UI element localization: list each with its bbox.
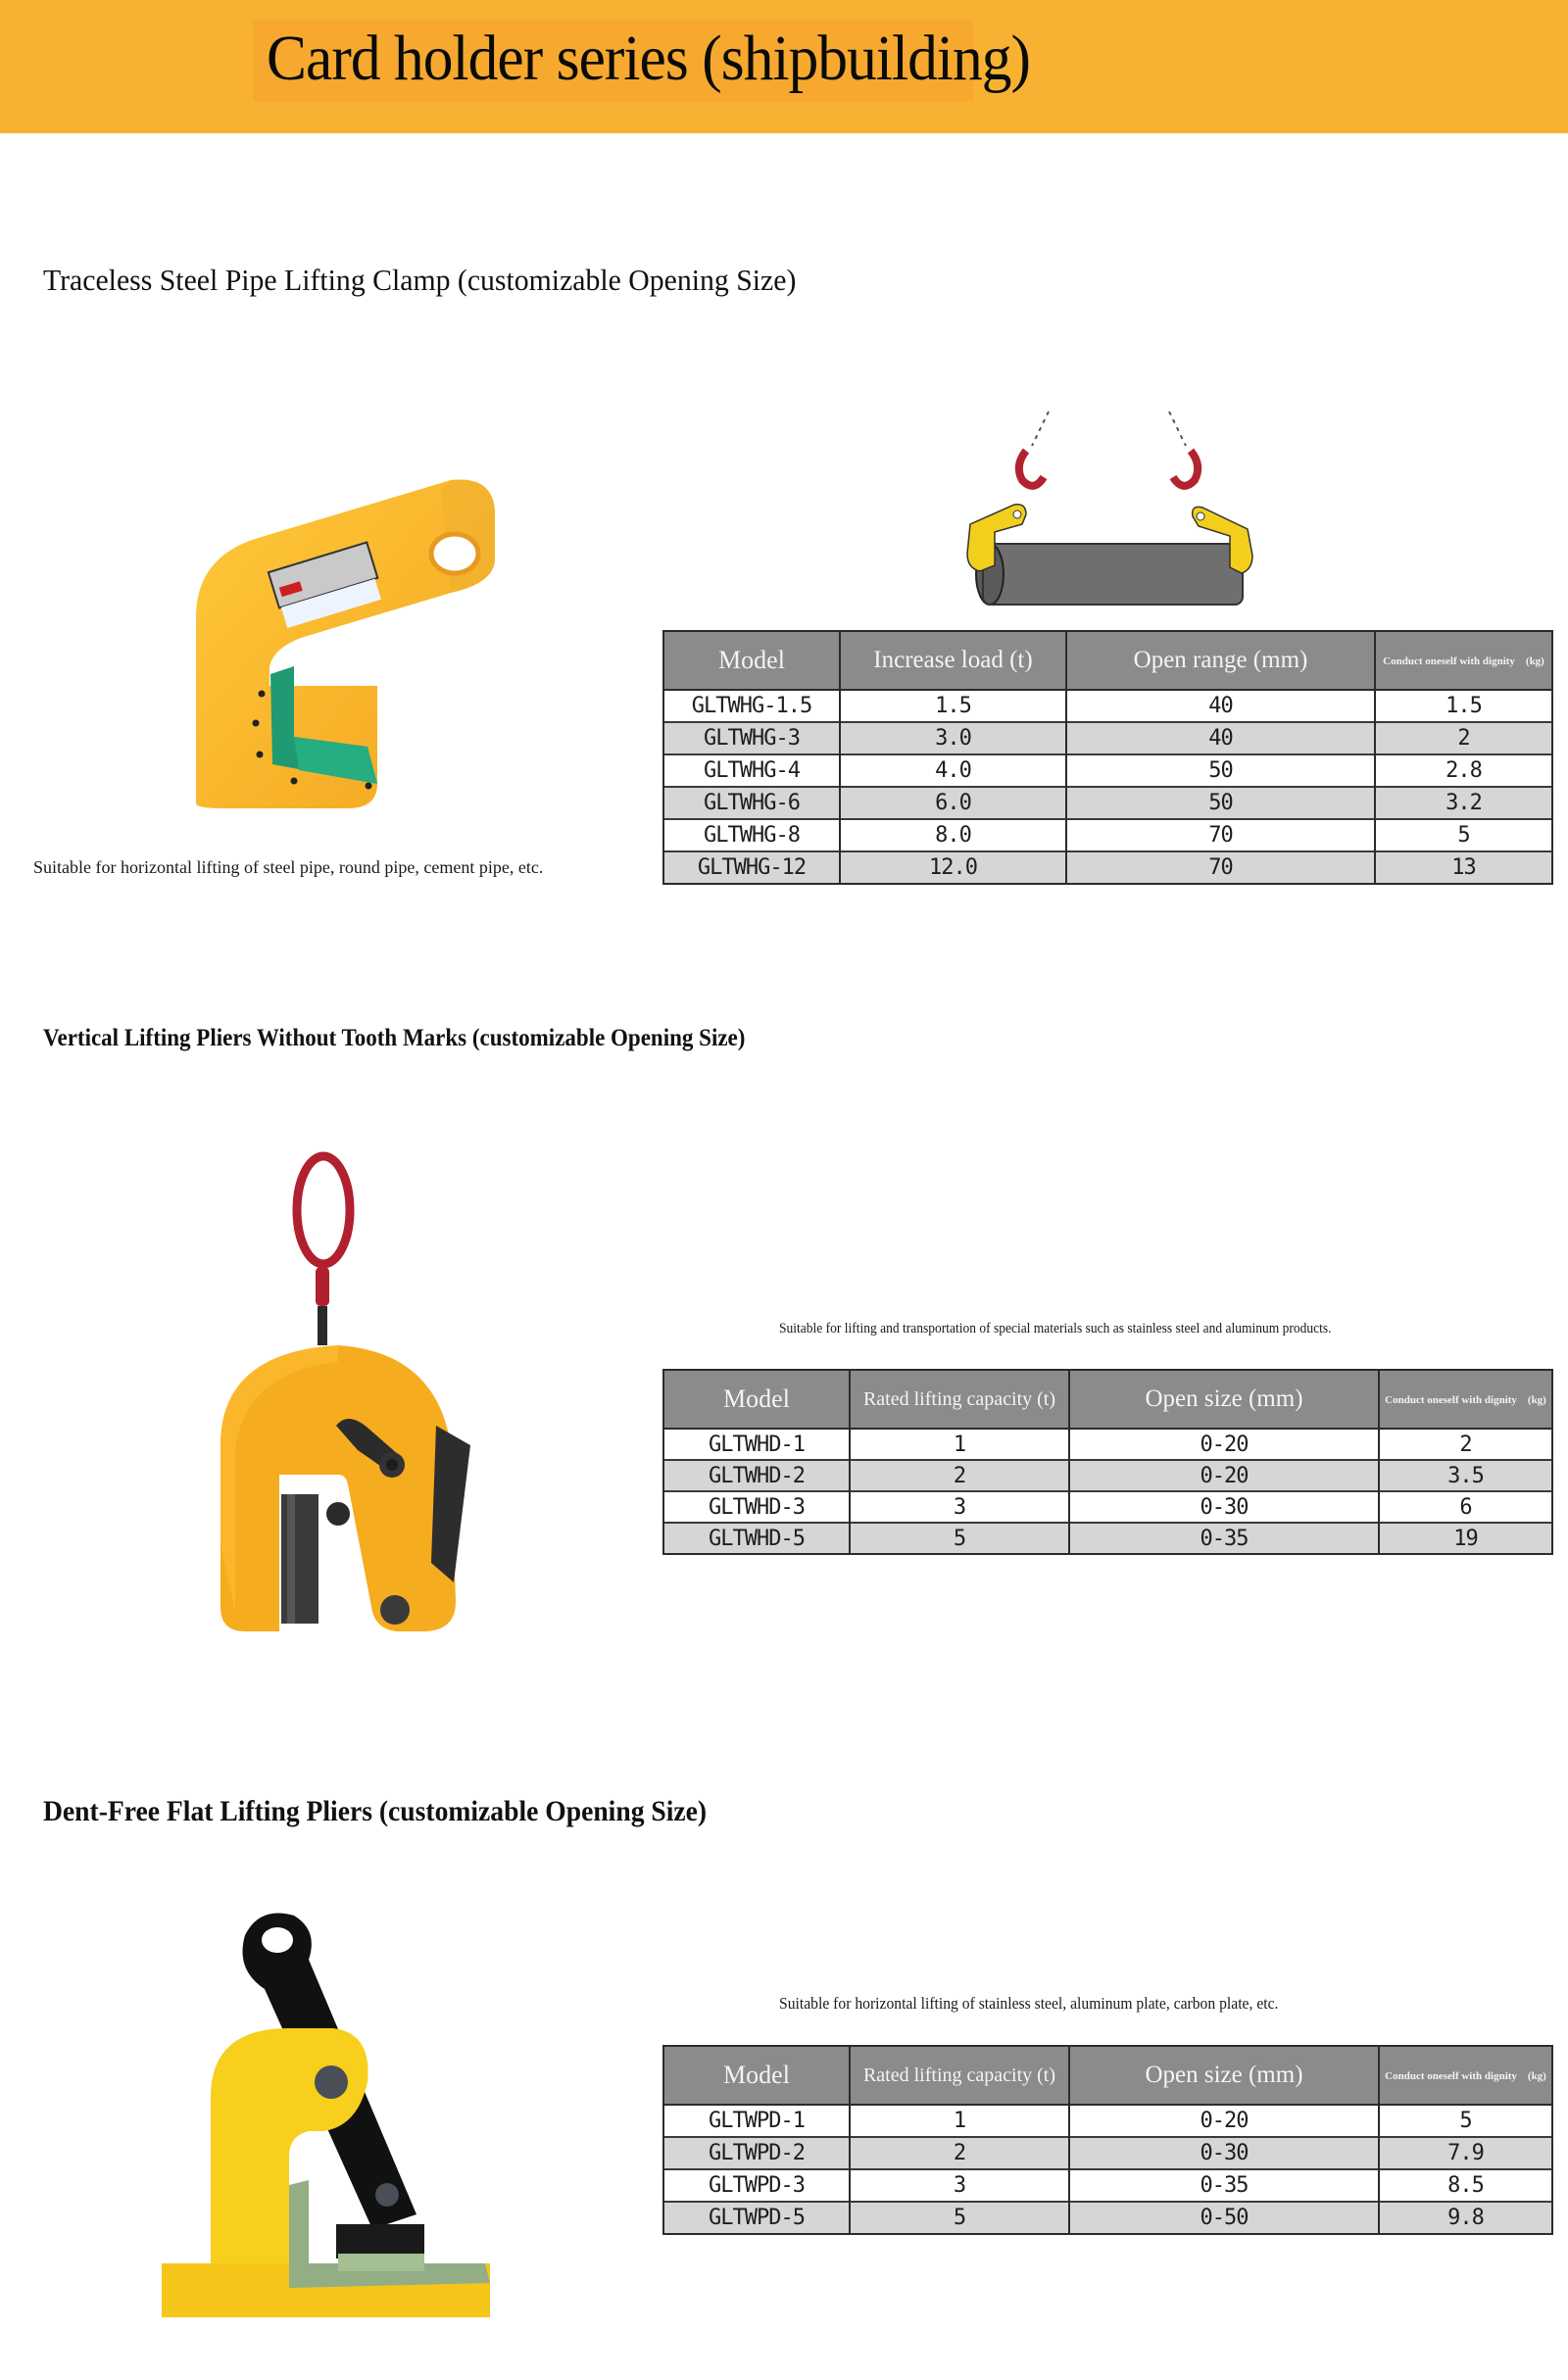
cell-model: GLTWPD-2	[663, 2137, 850, 2169]
column-header-weight: Conduct oneself with dignity (kg)	[1379, 2046, 1552, 2105]
cell-capacity: 3	[850, 1491, 1069, 1523]
cell-weight: 3.2	[1375, 787, 1552, 819]
table-row	[663, 722, 1552, 754]
cell-model: GLTWHD-5	[663, 1523, 850, 1554]
cell-load: 12.0	[840, 851, 1066, 884]
column-header-weight: Conduct oneself with dignity (kg)	[1375, 631, 1552, 690]
section-title-vertical-pliers: Vertical Lifting Pliers Without Tooth Marks (customizable Opening Size)	[43, 1025, 746, 1051]
spec-table-pipe-clamp	[662, 630, 1553, 885]
cell-open-size: 0-30	[1069, 1491, 1379, 1523]
spec-table-vertical-pliers	[662, 1369, 1553, 1555]
cell-weight: 9.8	[1379, 2202, 1552, 2234]
column-header-capacity: Rated lifting capacity (t)	[850, 1370, 1069, 1429]
cell-weight: 6	[1379, 1491, 1552, 1523]
pipe-lifting-diagram	[946, 407, 1269, 612]
column-header-open-range: Open range (mm)	[1066, 631, 1375, 690]
cell-model: GLTWHG-6	[663, 787, 840, 819]
column-header-open-size: Open size (mm)	[1069, 1370, 1379, 1429]
table-row	[663, 1523, 1552, 1554]
column-header-weight: Conduct oneself with dignity (kg)	[1379, 1370, 1552, 1429]
cell-capacity: 5	[850, 1523, 1069, 1554]
table-row	[663, 2169, 1552, 2202]
cell-model: GLTWHG-1.5	[663, 690, 840, 722]
cell-open-range: 50	[1066, 754, 1375, 787]
table-row	[663, 2137, 1552, 2169]
table-row	[663, 1491, 1552, 1523]
cell-weight: 2	[1379, 1429, 1552, 1460]
cell-capacity: 1	[850, 2105, 1069, 2137]
cell-load: 3.0	[840, 722, 1066, 754]
cell-open-size: 0-30	[1069, 2137, 1379, 2169]
cell-open-range: 40	[1066, 722, 1375, 754]
cell-model: GLTWPD-3	[663, 2169, 850, 2202]
section-caption-vertical-pliers: Suitable for lifting and transportation of special materials such as stainless steel and aluminum products.	[779, 1321, 1332, 1336]
cell-capacity: 2	[850, 2137, 1069, 2169]
cell-weight: 2	[1375, 722, 1552, 754]
cell-open-size: 0-50	[1069, 2202, 1379, 2234]
cell-model: GLTWHG-8	[663, 819, 840, 851]
column-header-model: Model	[663, 2046, 850, 2105]
cell-model: GLTWPD-5	[663, 2202, 850, 2234]
column-header-capacity: Rated lifting capacity (t)	[850, 2046, 1069, 2105]
column-header-load: Increase load (t)	[840, 631, 1066, 690]
page-title: Card holder series (shipbuilding)	[267, 23, 1031, 94]
cell-model: GLTWHG-12	[663, 851, 840, 884]
table-header-row	[663, 1370, 1552, 1429]
table-header-row	[663, 631, 1552, 690]
spec-table-flat-pliers	[662, 2045, 1553, 2235]
cell-open-size: 0-20	[1069, 1460, 1379, 1491]
cell-model: GLTWHD-1	[663, 1429, 850, 1460]
pipe-clamp-product-photo	[157, 470, 510, 823]
cell-capacity: 2	[850, 1460, 1069, 1491]
section-title-pipe-clamp: Traceless Steel Pipe Lifting Clamp (customizable Opening Size)	[43, 263, 797, 297]
cell-open-size: 0-35	[1069, 2169, 1379, 2202]
cell-model: GLTWHG-4	[663, 754, 840, 787]
cell-weight: 5	[1375, 819, 1552, 851]
cell-load: 6.0	[840, 787, 1066, 819]
section-title-flat-pliers: Dent-Free Flat Lifting Pliers (customizable Opening Size)	[43, 1795, 708, 1827]
cell-load: 4.0	[840, 754, 1066, 787]
table-row	[663, 819, 1552, 851]
cell-open-range: 70	[1066, 819, 1375, 851]
cell-open-size: 0-35	[1069, 1523, 1379, 1554]
cell-capacity: 5	[850, 2202, 1069, 2234]
column-header-model: Model	[663, 631, 840, 690]
column-header-open-size: Open size (mm)	[1069, 2046, 1379, 2105]
flat-lifting-clamp-photo	[152, 1901, 514, 2317]
cell-weight: 5	[1379, 2105, 1552, 2137]
cell-open-size: 0-20	[1069, 2105, 1379, 2137]
cell-weight: 7.9	[1379, 2137, 1552, 2169]
table-row	[663, 1460, 1552, 1491]
cell-capacity: 3	[850, 2169, 1069, 2202]
cell-weight: 19	[1379, 1523, 1552, 1554]
section-caption-flat-pliers: Suitable for horizontal lifting of stainless steel, aluminum plate, carbon plate, etc.	[779, 1994, 1279, 2013]
table-row	[663, 2105, 1552, 2137]
cell-model: GLTWHD-3	[663, 1491, 850, 1523]
cell-weight: 1.5	[1375, 690, 1552, 722]
table-header-row	[663, 2046, 1552, 2105]
cell-load: 1.5	[840, 690, 1066, 722]
cell-open-range: 50	[1066, 787, 1375, 819]
cell-weight: 2.8	[1375, 754, 1552, 787]
column-header-model: Model	[663, 1370, 850, 1429]
cell-model: GLTWHG-3	[663, 722, 840, 754]
cell-open-size: 0-20	[1069, 1429, 1379, 1460]
cell-weight: 8.5	[1379, 2169, 1552, 2202]
table-row	[663, 1429, 1552, 1460]
cell-load: 8.0	[840, 819, 1066, 851]
table-row	[663, 2202, 1552, 2234]
section-caption-pipe-clamp: Suitable for horizontal lifting of steel pipe, round pipe, cement pipe, etc.	[33, 857, 544, 877]
table-row	[663, 851, 1552, 884]
table-row	[663, 690, 1552, 722]
cell-capacity: 1	[850, 1429, 1069, 1460]
cell-model: GLTWPD-1	[663, 2105, 850, 2137]
cell-model: GLTWHD-2	[663, 1460, 850, 1491]
cell-open-range: 40	[1066, 690, 1375, 722]
cell-open-range: 70	[1066, 851, 1375, 884]
vertical-lifting-clamp-photo	[191, 1151, 485, 1641]
table-row	[663, 754, 1552, 787]
table-row	[663, 787, 1552, 819]
cell-weight: 13	[1375, 851, 1552, 884]
cell-weight: 3.5	[1379, 1460, 1552, 1491]
